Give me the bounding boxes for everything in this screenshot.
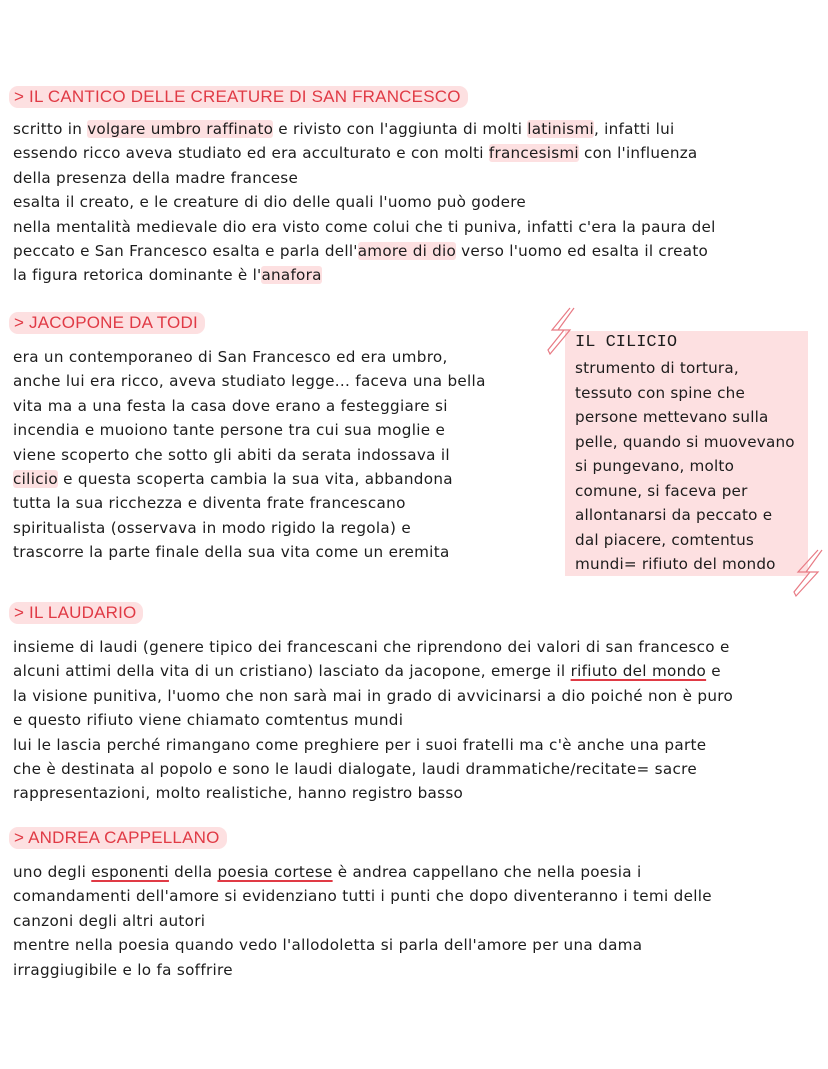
text-line: allontanarsi da peccato e (575, 506, 773, 524)
text-line: irraggiugibile e lo fa soffrire (13, 960, 233, 979)
text-line: mentre nella poesia quando vedo l'allodoletta si parla dell'amore per una dama (13, 936, 643, 955)
underline-esponenti: esponenti (91, 863, 169, 881)
text-line: pelle, quando si muovevano (575, 432, 795, 451)
cilicio-text (575, 356, 795, 577)
text-line: vita ma a una festa la casa dove erano a festeggiare si (13, 396, 448, 415)
underline-poesia-cortese: poesia cortese (217, 863, 333, 881)
highlight-volgare: volgare umbro raffinato (87, 120, 274, 138)
text-line: comune, si faceva per (575, 481, 748, 500)
text-line: che è destinata al popolo e sono le laudi dialogate, laudi drammatiche/recitate= sacre (13, 760, 697, 779)
highlight-anafora: anafora (261, 266, 322, 285)
text-line: lui le lascia perché rimangano come preghiere per i suoi fratelli ma c'è anche una parte (13, 735, 707, 754)
highlight-cilicio: cilicio (13, 470, 58, 489)
heading-laudario: > IL LAUDARIO (9, 602, 143, 624)
text-line: e questo rifiuto viene chiamato comtentus mundi (13, 711, 404, 730)
text-line: tutta la sua ricchezza e diventa frate francescano (13, 494, 406, 513)
text-line: anche lui era ricco, aveva studiato legge... faceva una bella (13, 372, 486, 391)
text-line: dal piacere, comtentus (575, 530, 755, 549)
highlight-latinismi: latinismi (527, 120, 594, 138)
text-line: canzoni degli altri autori (13, 911, 206, 930)
text-line: era un contemporaneo di San Francesco ed era umbro, (13, 348, 448, 366)
text-line: essendo ricco aveva studiato ed era acculturato e con molti francesismi con l'influenza (13, 144, 698, 163)
text-line: cilicio e questa scoperta cambia la sua vita, abbandona (13, 470, 453, 489)
text-line: trascorre la parte finale della sua vita come un eremita (13, 543, 450, 562)
text-line: tessuto con spine che (575, 383, 746, 402)
cilicio-title: IL CILICIO (575, 333, 678, 352)
heading-cantico: > IL CANTICO DELLE CREATURE DI SAN FRANCESCO (9, 86, 468, 108)
text-line: rappresentazioni, molto realistiche, hanno registro basso (13, 784, 464, 803)
laudario-text (13, 635, 733, 806)
text-line: della presenza della madre francese (13, 168, 299, 187)
text-line: spiritualista (osservava in modo rigido la regola) e (13, 518, 411, 537)
cantico-text (13, 117, 716, 288)
text-line: persone mettevano sulla (575, 408, 769, 426)
text-line: insieme di laudi (genere tipico dei francescani che riprendono dei valori di san francesco e (13, 638, 730, 656)
cappellano-text (13, 860, 712, 982)
highlight-francesismi: francesismi (488, 144, 579, 163)
text-line: alcuni attimi della vita di un cristiano) lasciato da jacopone, emerge il rifiuto del mondo e (13, 662, 721, 681)
text-line: viene scoperto che sotto gli abiti da serata indossava il (13, 445, 450, 464)
highlight-amore-di-dio: amore di dio (357, 242, 457, 261)
heading-jacopone: > JACOPONE DA TODI (9, 312, 205, 334)
text-line: scritto in volgare umbro raffinato e rivisto con l'aggiunta di molti latinismi, infatti lui (13, 120, 675, 138)
underline-rifiuto-del-mondo: rifiuto del mondo (570, 662, 707, 681)
text-line: uno degli esponenti della poesia cortese è andrea cappellano che nella poesia i (13, 863, 642, 881)
text-line: la figura retorica dominante è l'anafora (13, 266, 322, 285)
text-line: esalta il creato, e le creature di dio delle quali l'uomo può godere (13, 193, 526, 212)
heading-cappellano: > ANDREA CAPPELLANO (9, 827, 227, 849)
text-line: strumento di tortura, (575, 359, 739, 377)
text-line: la visione punitiva, l'uomo che non sarà mai in grado di avvicinarsi a dio poiché non è puro (13, 686, 734, 705)
text-line: si pungevano, molto (575, 457, 735, 475)
text-line: incendia e muoiono tante persone tra cui sua moglie e (13, 421, 446, 440)
text-line: peccato e San Francesco esalta e parla dell'amore di dio verso l'uomo ed esalta il creato (13, 242, 709, 261)
text-line: mundi= rifiuto del mondo (575, 555, 776, 573)
jacopone-text (13, 345, 486, 565)
text-line: nella mentalità medievale dio era visto come colui che ti puniva, infatti c'era la paura del (13, 217, 716, 236)
text-line: comandamenti dell'amore si evidenziano tutti i punti che dopo diventeranno i temi delle (13, 887, 712, 906)
